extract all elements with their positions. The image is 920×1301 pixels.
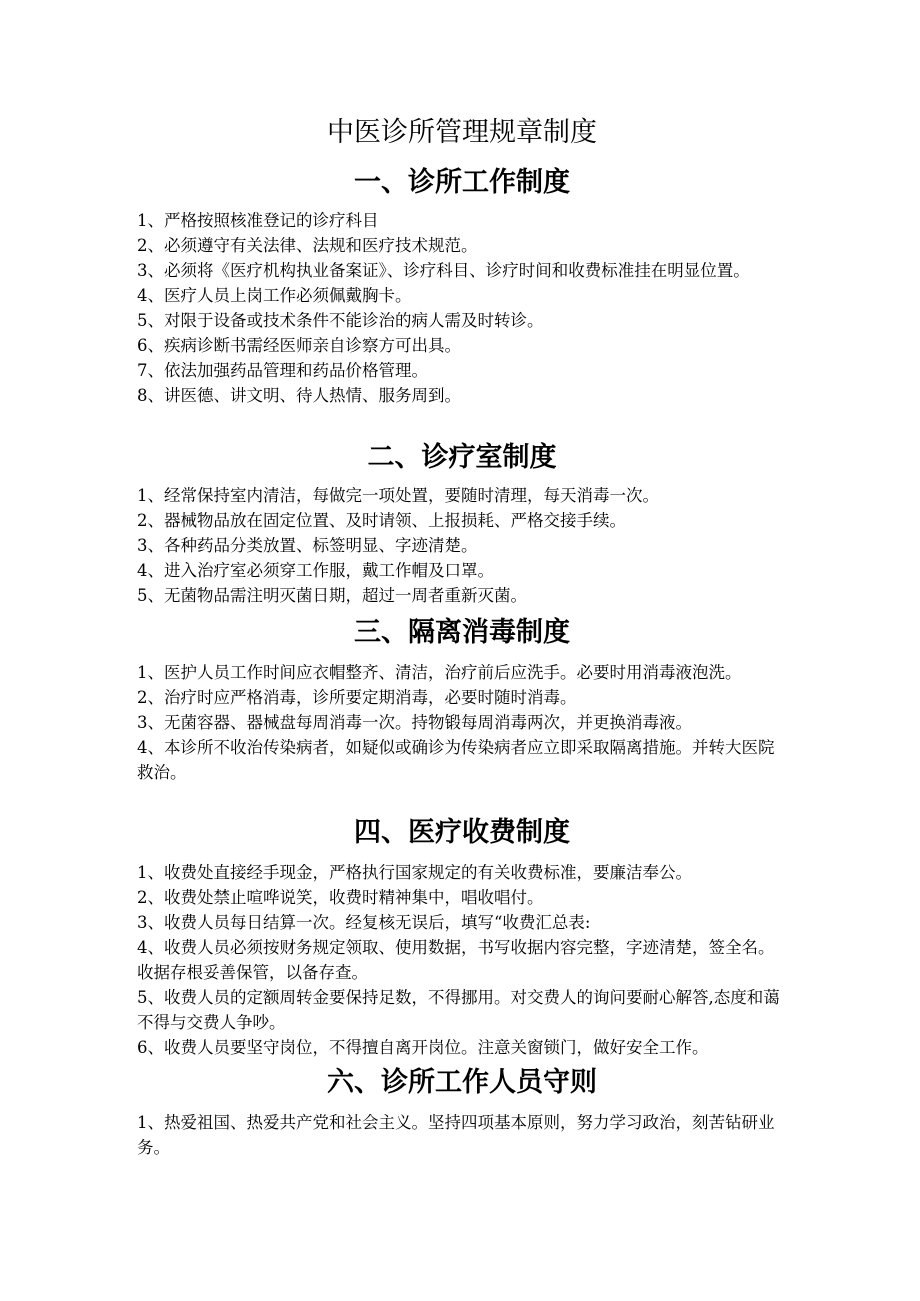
rule-list xyxy=(137,483,787,608)
rule-item: 1、严格按照核准登记的诊疗科目 xyxy=(137,211,379,230)
rule-item: 3、无菌容器、器械盘每周消毒一次。持物锻每周消毒两次，并更换消毒液。 xyxy=(137,713,692,732)
rule-item: 5、无菌物品需注明灭菌日期，超过一周者重新灭菌。 xyxy=(137,586,527,605)
page-title: 中医诊所管理规章制度 xyxy=(327,117,597,148)
rule-item: 4、进入治疗室必须穿工作服，戴工作帽及口罩。 xyxy=(137,561,494,580)
rule-item: 4、收费人员必须按财务规定领取、使用数据，书写收据内容完整，字迹清楚，签全名。收据存根妥善保管，以备存查。 xyxy=(137,938,775,982)
rule-item: 1、医护人员工作时间应衣帽整齐、清洁，治疗前后应洗手。必要时用消毒液泡洗。 xyxy=(137,663,742,682)
rule-item: 6、疾病诊断书需经医师亲自诊察方可出具。 xyxy=(137,336,461,355)
rule-item: 2、必须遵守有关法律、法规和医疗技术规范。 xyxy=(137,236,478,255)
rule-item: 5、对限于设备或技术条件不能诊治的病人需及时转诊。 xyxy=(137,311,544,330)
rule-item: 5、收费人员的定额周转金要保持足数，不得挪用。对交费人的询问要耐心解答,态度和蔼不得与交费人争吵。 xyxy=(137,988,780,1032)
rule-list xyxy=(137,208,787,408)
rule-list xyxy=(137,1110,787,1160)
rule-item: 2、器械物品放在固定位置、及时请领、上报损耗、严格交接手续。 xyxy=(137,511,626,530)
rule-item: 1、经常保持室内清洁，每做完一项处置，要随时清理，每天消毒一次。 xyxy=(137,486,659,505)
rule-item: 2、收费处禁止喧哗说笑，收费时精神集中，唱收唱付。 xyxy=(137,888,544,907)
rule-item: 7、依法加强药品管理和药品价格管理。 xyxy=(137,361,428,380)
rule-item: 1、收费处直接经手现金，严格执行国家规定的有关收费标准，要廉洁奉公。 xyxy=(137,863,692,882)
rule-item: 4、本诊所不收治传染病者，如疑似或确诊为传染病者应立即采取隔离措施。并转大医院救治。 xyxy=(137,738,775,782)
rule-item: 6、收费人员要坚守岗位，不得擅自离开岗位。注意关窗锁门，做好安全工作。 xyxy=(137,1038,709,1057)
section-heading: 一、诊所工作制度 xyxy=(354,167,570,198)
section-staff-code-of-conduct xyxy=(137,1063,787,1160)
rule-item: 3、必须将《医疗机构执业备案证》、诊疗科目、诊疗时间和收费标准挂在明显位置。 xyxy=(137,261,750,280)
section-fee-collection-rules xyxy=(137,813,787,1060)
rule-item: 2、治疗时应严格消毒，诊所要定期消毒，必要时随时消毒。 xyxy=(137,688,577,707)
section-clinic-work-rules xyxy=(137,163,787,408)
section-treatment-room-rules xyxy=(137,438,787,608)
section-isolation-disinfection-rules xyxy=(137,613,787,785)
rule-item: 1、热爱祖国、热爱共产党和社会主义。坚持四项基本原则，努力学习政治，刻苦钻研业务。 xyxy=(137,1113,775,1157)
section-heading: 三、隔离消毒制度 xyxy=(354,617,570,648)
section-heading: 四、医疗收费制度 xyxy=(354,817,570,848)
rule-item: 3、收费人员每日结算一次。经复核无误后，填写“收费汇总表: xyxy=(137,913,591,932)
rule-item: 3、各种药品分类放置、标签明显、字迹清楚。 xyxy=(137,536,478,555)
section-heading: 二、诊疗室制度 xyxy=(367,442,557,473)
rule-list xyxy=(137,660,787,785)
rule-item: 8、讲医德、讲文明、待人热情、服务周到。 xyxy=(137,386,461,405)
rule-item: 4、医疗人员上岗工作必须佩戴胸卡。 xyxy=(137,286,412,305)
rule-list xyxy=(137,860,787,1060)
section-heading: 六、诊所工作人员守则 xyxy=(327,1067,597,1098)
